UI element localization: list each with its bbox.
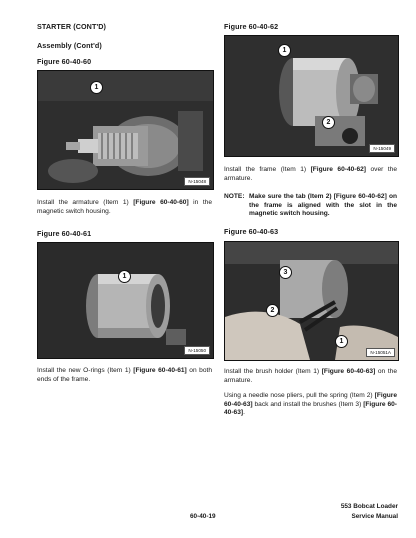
instruction-text: Install the armature (Item 1) (37, 199, 134, 206)
figure-60-40-63-instruction (224, 368, 397, 385)
brush-install-instruction (224, 392, 397, 418)
note-label: NOTE: (224, 193, 245, 200)
figure-60-40-62-negative-number: N-15049 (369, 144, 395, 153)
note-text: Make sure the tab (Item 2) [Figure 60-40-62] on the frame is aligned with the slot in the magnetic switch housing. (249, 193, 397, 218)
section-title: STARTER (CONT'D) (37, 22, 107, 31)
figure-60-40-60-title: Figure 60-40-60 (37, 57, 92, 66)
figure-60-40-63-callout-3: 3 (279, 266, 292, 279)
figure-60-40-62-photo (224, 35, 399, 157)
figure-reference: [Figure 60-40-63] (224, 400, 397, 417)
figure-60-40-63-photo (224, 241, 399, 361)
figure-60-40-60-negative-number: N-15048 (184, 177, 210, 186)
figure-60-40-63-negative-number: N-15051A (366, 348, 395, 357)
figure-60-40-61-instruction (37, 367, 212, 384)
figure-reference: [Figure 60-40-63] (321, 368, 376, 375)
figure-reference: [Figure 60-40-62] (310, 166, 367, 173)
figure-reference: [Figure 60-40-60] (133, 199, 189, 206)
model-name: 553 Bobcat Loader (340, 503, 398, 510)
subsection-title: Assembly (Cont'd) (37, 41, 102, 50)
note-block (224, 193, 397, 219)
instruction-text: in the magnetic switch housing. (37, 199, 212, 215)
instruction-text: Using a needle nose pliers, pull the spring (Item 2) (224, 392, 375, 399)
figure-60-40-61-title: Figure 60-40-61 (37, 229, 92, 238)
figure-reference: [Figure 60-40-61] (133, 367, 187, 374)
instruction-text: on the armature. (224, 368, 397, 384)
page-number: 60-40-19 (190, 513, 216, 520)
instruction-text: . (243, 409, 245, 417)
figure-60-40-62-instruction (224, 166, 397, 183)
figure-60-40-63-callout-2: 2 (266, 304, 279, 317)
instruction-text: Install the new O-rings (Item 1) (37, 367, 134, 374)
instruction-text: back and install the brushes (Item 3) (252, 400, 364, 408)
figure-60-40-63-title: Figure 60-40-63 (224, 227, 279, 236)
figure-reference: [Figure 60-40-63] (224, 392, 397, 408)
figure-60-40-61-photo (37, 242, 214, 359)
figure-60-40-60-instruction (37, 199, 212, 216)
instruction-text: over the armature. (224, 166, 397, 182)
manual-title: Service Manual (351, 513, 398, 520)
figure-60-40-61-callout-1: 1 (118, 270, 131, 283)
instruction-text: Install the frame (Item 1) (224, 166, 311, 173)
figure-60-40-61-negative-number: N-15050 (184, 346, 210, 355)
figure-60-40-63-callout-1: 1 (335, 335, 348, 348)
figure-60-40-62-callout-1: 1 (278, 44, 291, 57)
figure-60-40-60-callout-1: 1 (90, 81, 103, 94)
figure-60-40-60-photo (37, 70, 214, 190)
figure-60-40-62-callout-2: 2 (322, 116, 335, 129)
figure-60-40-62-title: Figure 60-40-62 (224, 22, 279, 31)
instruction-text: on both ends of the frame. (37, 367, 212, 383)
instruction-text: Install the brush holder (Item 1) (224, 368, 322, 375)
